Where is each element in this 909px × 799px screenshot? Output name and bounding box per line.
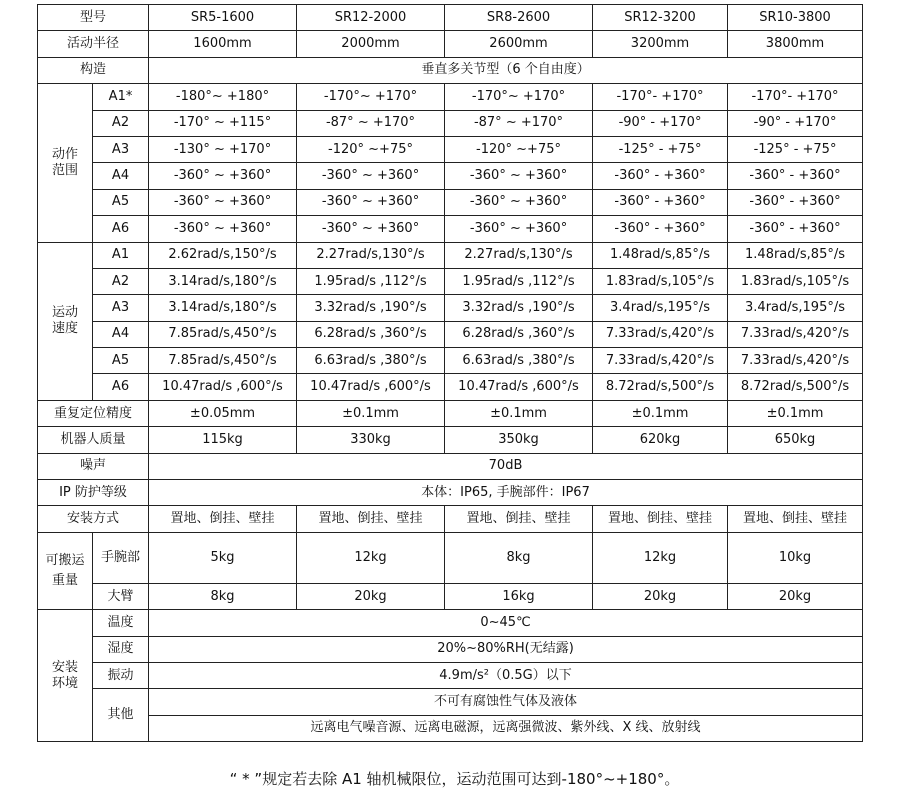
axis-label: A1* [93,84,149,110]
radius-value: 1600mm [149,31,297,57]
row-speed-a4 [38,321,863,347]
table-cell: -360° ~ +360° [445,216,593,242]
table-cell: -360° - +360° [728,216,863,242]
table-cell: ±0.05mm [149,400,297,426]
table-cell: -87° ~ +170° [297,110,445,136]
axis-label: A3 [93,136,149,162]
radius-label: 活动半径 [38,31,149,57]
table-cell: -170° ~ +115° [149,110,297,136]
table-cell: -360° - +360° [728,189,863,215]
table-cell: 7.33rad/s,420°/s [593,321,728,347]
footnote: “ * ”规定若去除 A1 轴机械限位，运动范围可达到-180°~+180°。 [229,770,680,788]
speed-label-line2: 速度 [51,321,78,337]
row-structure [38,57,863,83]
table-cell: 10kg [728,532,863,583]
speed-label-line1: 运动 [51,305,78,321]
table-cell: 3.14rad/s,180°/s [149,268,297,294]
table-cell: 350kg [445,427,593,453]
ip-value: 本体：IP65, 手腕部件：IP67 [149,480,863,506]
table-cell: ±0.1mm [593,400,728,426]
table-cell: ±0.1mm [445,400,593,426]
table-cell: 2.62rad/s,150°/s [149,242,297,268]
table-cell: -170°- +170° [593,84,728,110]
mounting-label: 安装方式 [38,506,149,532]
table-cell: 6.63rad/s ,380°/s [297,348,445,374]
structure-label: 构造 [38,57,149,83]
other-label: 其他 [93,689,149,742]
table-cell: 2.27rad/s,130°/s [445,242,593,268]
row-speed-a2 [38,268,863,294]
table-cell: 6.63rad/s ,380°/s [445,348,593,374]
environment-label-line2: 环境 [51,675,78,691]
table-cell: -125° - +75° [728,136,863,162]
table-cell: -360° ~ +360° [445,189,593,215]
axis-label: A6 [93,216,149,242]
row-motion-a1 [38,84,863,110]
table-cell: ±0.1mm [728,400,863,426]
row-ip [38,480,863,506]
mass-label: 机器人质量 [38,427,149,453]
table-cell: -360° - +360° [593,163,728,189]
row-model [38,5,863,31]
model-4: SR12-3200 [593,5,728,31]
table-cell: 7.33rad/s,420°/s [593,348,728,374]
table-cell: 7.85rad/s,450°/s [149,321,297,347]
table-cell: 6.28rad/s ,360°/s [297,321,445,347]
table-cell: -125° - +75° [593,136,728,162]
row-speed-a5 [38,348,863,374]
table-cell: 6.28rad/s ,360°/s [445,321,593,347]
table-cell: 置地、倒挂、壁挂 [593,506,728,532]
payload-arm-label: 大臂 [93,583,149,609]
table-cell: -360° ~ +360° [445,163,593,189]
row-env-vibration [38,662,863,688]
table-cell: -120° ~+75° [297,136,445,162]
table-cell: 1.48rad/s,85°/s [728,242,863,268]
structure-value: 垂直多关节型（6 个自由度） [149,57,863,83]
model-3: SR8-2600 [445,5,593,31]
noise-label: 噪声 [38,453,149,479]
environment-label [38,610,93,742]
radius-value: 2000mm [297,31,445,57]
axis-label: A2 [93,110,149,136]
row-payload-wrist [38,532,863,583]
table-cell: 8kg [149,583,297,609]
model-1: SR5-1600 [149,5,297,31]
row-motion-a6 [38,216,863,242]
table-cell: 置地、倒挂、壁挂 [297,506,445,532]
table-cell: -360° ~ +360° [149,163,297,189]
table-cell: 10.47rad/s ,600°/s [297,374,445,400]
vibration-value: 4.9m/s²（0.5G）以下 [149,662,863,688]
radius-value: 3800mm [728,31,863,57]
table-cell: 5kg [149,532,297,583]
row-speed-a1 [38,242,863,268]
table-cell: 20kg [297,583,445,609]
table-cell: 1.83rad/s,105°/s [593,268,728,294]
table-cell: 10.47rad/s ,600°/s [445,374,593,400]
table-cell: -360° ~ +360° [149,216,297,242]
table-cell: -180°~ +180° [149,84,297,110]
table-cell: -120° ~+75° [445,136,593,162]
table-cell: ±0.1mm [297,400,445,426]
humidity-value: 20%~80%RH(无结露) [149,636,863,662]
row-speed-a3 [38,295,863,321]
noise-value: 70dB [149,453,863,479]
motion-range-label [38,84,93,242]
table-cell: -90° - +170° [593,110,728,136]
ip-label: IP 防护等级 [38,480,149,506]
axis-label: A4 [93,321,149,347]
table-cell: -87° ~ +170° [445,110,593,136]
table-cell: 置地、倒挂、壁挂 [149,506,297,532]
table-cell: -360° ~ +360° [297,163,445,189]
table-cell: 650kg [728,427,863,453]
table-cell: 3.32rad/s ,190°/s [297,295,445,321]
table-cell: 3.4rad/s,195°/s [728,295,863,321]
table-cell: -170°~ +170° [445,84,593,110]
table-cell: -360° ~ +360° [297,189,445,215]
radius-value: 3200mm [593,31,728,57]
table-cell: 10.47rad/s ,600°/s [149,374,297,400]
table-cell: 12kg [593,532,728,583]
repeatability-label: 重复定位精度 [38,400,149,426]
table-cell: -360° - +360° [593,216,728,242]
table-cell: 置地、倒挂、壁挂 [445,506,593,532]
motion-range-label-line2: 范围 [51,162,78,178]
spec-table [37,4,863,742]
table-cell: 2.27rad/s,130°/s [297,242,445,268]
row-motion-a4 [38,163,863,189]
row-payload-arm [38,583,863,609]
axis-label: A5 [93,348,149,374]
table-cell: 8kg [445,532,593,583]
table-cell: 1.95rad/s ,112°/s [297,268,445,294]
axis-label: A2 [93,268,149,294]
row-motion-a3 [38,136,863,162]
table-cell: 620kg [593,427,728,453]
axis-label: A4 [93,163,149,189]
table-cell: 1.83rad/s,105°/s [728,268,863,294]
table-cell: 20kg [728,583,863,609]
environment-label-line1: 安装 [51,659,78,675]
row-mass [38,427,863,453]
speed-label [38,242,93,400]
row-noise [38,453,863,479]
row-env-temperature [38,610,863,636]
axis-label: A1 [93,242,149,268]
table-cell: -360° ~ +360° [297,216,445,242]
vibration-label: 振动 [93,662,149,688]
row-motion-a2 [38,110,863,136]
temperature-label: 温度 [93,610,149,636]
model-2: SR12-2000 [297,5,445,31]
model-5: SR10-3800 [728,5,863,31]
table-cell: -360° - +360° [593,189,728,215]
row-radius [38,31,863,57]
radius-value: 2600mm [445,31,593,57]
table-cell: 20kg [593,583,728,609]
table-cell: 1.48rad/s,85°/s [593,242,728,268]
table-cell: 1.95rad/s ,112°/s [445,268,593,294]
table-cell: 330kg [297,427,445,453]
other-value-line1: 不可有腐蚀性气体及液体 [149,689,863,715]
payload-wrist-label: 手腕部 [93,532,149,583]
table-cell: 置地、倒挂、壁挂 [728,506,863,532]
motion-range-label-line1: 动作 [51,146,78,162]
model-label: 型号 [38,5,149,31]
temperature-value: 0~45℃ [149,610,863,636]
table-cell: 7.33rad/s,420°/s [728,348,863,374]
table-cell: -90° - +170° [728,110,863,136]
table-cell: 16kg [445,583,593,609]
table-cell: -170°~ +170° [297,84,445,110]
row-motion-a5 [38,189,863,215]
row-mounting [38,506,863,532]
axis-label: A5 [93,189,149,215]
row-speed-a6 [38,374,863,400]
table-cell: -360° - +360° [728,163,863,189]
table-cell: 115kg [149,427,297,453]
axis-label: A3 [93,295,149,321]
table-cell: 7.85rad/s,450°/s [149,348,297,374]
table-cell: -170°- +170° [728,84,863,110]
table-cell: -130° ~ +170° [149,136,297,162]
table-cell: 7.33rad/s,420°/s [728,321,863,347]
table-cell: 3.32rad/s ,190°/s [445,295,593,321]
row-env-humidity [38,636,863,662]
row-env-other-1 [38,689,863,715]
table-cell: 8.72rad/s,500°/s [728,374,863,400]
axis-label: A6 [93,374,149,400]
row-env-other-2 [38,715,863,741]
table-cell: 3.4rad/s,195°/s [593,295,728,321]
table-cell: -360° ~ +360° [149,189,297,215]
table-cell: 3.14rad/s,180°/s [149,295,297,321]
other-value-line2: 远离电气噪音源、远离电磁源，远离强微波、紫外线、X 线、放射线 [149,715,863,741]
table-cell: 8.72rad/s,500°/s [593,374,728,400]
payload-label: 可搬运重量 [38,532,93,609]
humidity-label: 湿度 [93,636,149,662]
row-repeatability [38,400,863,426]
table-cell: 12kg [297,532,445,583]
